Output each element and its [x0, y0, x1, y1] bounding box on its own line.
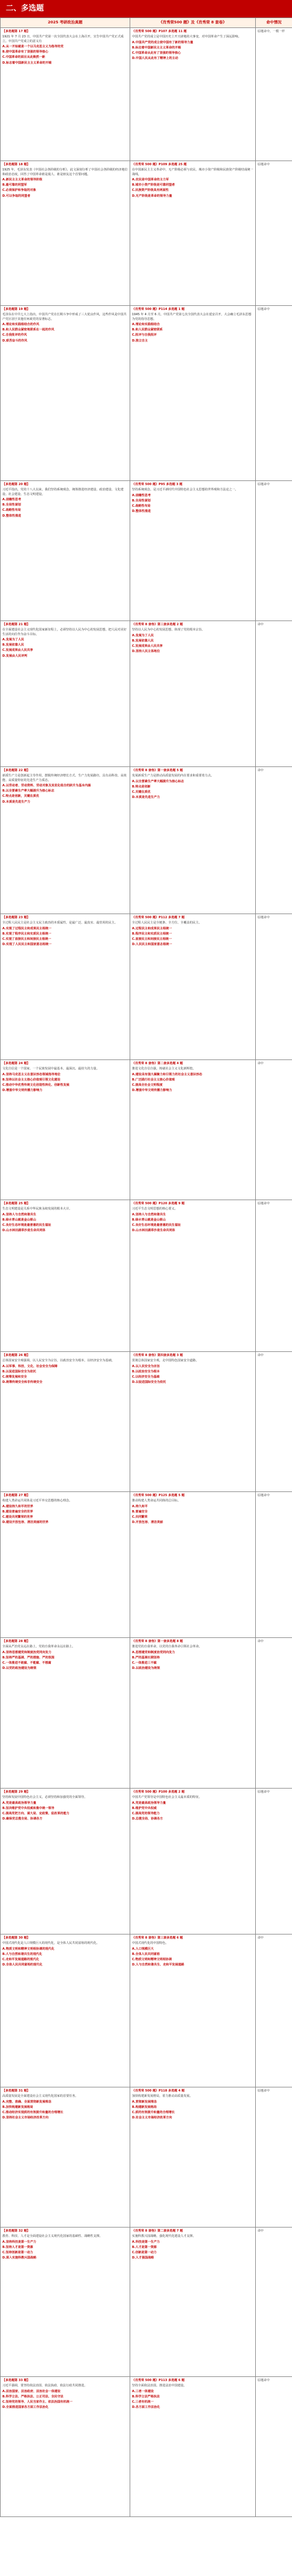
question-label: 【多选题第 18 题】 [2, 163, 30, 166]
question-option: D.建设开放包容、清洁美丽的世界 [2, 1521, 48, 1525]
reference-label: 《肖秀荣 500 题》P95 多选题 3 题 [132, 483, 183, 486]
question-label: 【多选题第 26 题】 [2, 1354, 30, 1357]
question-option: A.法治国家、法治政府、法治社会一体建设 [2, 2389, 61, 2393]
reference-label: 《肖秀荣 8 套卷》第三套多选题 6 题 [132, 1936, 183, 1940]
question-option: D.全面推进国家各方面工作法治化 [2, 2406, 48, 2410]
table-row [1, 2228, 292, 2377]
table-row [1, 28, 292, 161]
exam-question-cell [1, 2087, 130, 2228]
question-option: C.坚持创新是第一动力 [2, 2251, 33, 2255]
question-option: B.实现了程序民主和实质民主相统一 [2, 932, 51, 936]
reference-cell [130, 914, 256, 1060]
question-option: D.标志着中国新民主主义革命的开端 [2, 61, 52, 65]
reference-option: C.直接民主和间接民主相统一 [132, 937, 172, 942]
reference-option: B.程序民主和实质民主相统一 [132, 932, 172, 936]
reference-option: C.战略性布局 [132, 504, 151, 508]
reference-cell [130, 2377, 256, 2517]
reference-option: C.共同繁荣 [132, 1515, 148, 1519]
reference-text: 推进文化自信自强，铸就社会主义文化新辉煌。 [132, 1067, 196, 1071]
exam-question-cell [1, 621, 130, 767]
reference-label: 《肖秀荣 500 题》P109 多选题 25 题 [132, 163, 187, 166]
reference-option: A.思想建党和制度治党同向发力 [132, 1650, 175, 1654]
question-option: B.和人民群众紧密地联系在一起的作风 [2, 328, 54, 332]
question-option: C.发展成果由人民共享 [2, 649, 33, 653]
question-option: D.实现了人民民主和国家意志相统一 [2, 943, 52, 947]
reference-label: 《肖秀荣 500 题》P125 多选题 5 题 [132, 1494, 185, 1497]
reference-label: 《肖秀荣 500 题》P107 多选题 11 题 [132, 30, 187, 33]
reference-cell [130, 1934, 256, 2087]
hit-status-cell: 原题命中 [256, 161, 292, 306]
reference-option: C.提高党的领导能力 [132, 1812, 160, 1816]
reference-text: 贯彻总体国家安全观，走中国特色国家安全道路。 [132, 1359, 199, 1363]
table-row [1, 767, 292, 914]
question-option: A.建设持久和平的世界 [2, 1504, 33, 1508]
question-option: D.整体性推进 [2, 514, 22, 518]
reference-option: A.贯彻新发展理念 [132, 2100, 157, 2104]
reference-option: C.以经济安全为基础 [132, 1375, 160, 1379]
question-text: 习近平强调，要坚持依法治国、依法执政、依法行政共同推进。 [2, 2384, 88, 2388]
question-option: C.走和平发展道路的现代化 [2, 1958, 39, 1962]
question-label: 【多选题第 27 题】 [2, 1494, 30, 1497]
reference-option: A.人口规模巨大 [132, 1947, 154, 1951]
exam-question-cell [1, 1638, 130, 1789]
table-row [1, 481, 292, 621]
reference-option: A.农民是中国革命的主力军 [132, 177, 169, 182]
question-option: B.全局性谋划 [2, 503, 21, 507]
exam-question-cell [1, 1352, 130, 1492]
exam-question-cell [1, 481, 130, 621]
question-option: A.前瞻性思考 [2, 497, 22, 501]
hit-status-cell: 命中 [256, 1060, 292, 1200]
question-text: 全面从严治党永远在路上，党的自我革命永远在路上。 [2, 1645, 75, 1649]
exam-question-cell [1, 1789, 130, 1934]
exam-question-cell [1, 1060, 130, 1200]
question-option: D.可以争取的同盟者 [2, 194, 30, 198]
reference-option: D.人民民主和国家意志相统一 [132, 943, 172, 947]
question-option: D.本质是先进生产力 [2, 800, 30, 804]
question-option: C.推动中华优秀传统文化创造性转化、创新性发展 [2, 1083, 69, 1087]
question-text: 毛泽东在中共七大上指出，中国共产党在长期斗争中形成了三大优良作风，这些作风是中国共产党区别于其他任何政党的显著标志。 [2, 313, 127, 321]
reference-option: B.以政治安全为根本 [132, 1369, 160, 1374]
exam-question-cell [1, 1934, 130, 2087]
question-option: A.坚持马克思主义在意识形态领域指导地位 [2, 1072, 61, 1076]
reference-option: B.严的基调长期坚持 [132, 1655, 160, 1660]
section-title: 二、多选题 [0, 0, 292, 18]
reference-text: 发展新质生产力是推动高质量发展的内在要求和重要着力点。 [132, 774, 214, 778]
reference-option: D.人与自然和谐共生、走和平发展道路 [132, 1963, 185, 1967]
reference-text: 推动构建人类命运共同体的总目标。 [132, 1499, 181, 1503]
question-option: C.必须保护和争取的对象 [2, 189, 36, 193]
exam-question-cell [1, 161, 130, 306]
reference-cell [130, 621, 256, 767]
hit-status-cell: 原题命中，一模一样 [256, 28, 292, 161]
question-label: 【多选题第 23 题】 [2, 916, 30, 919]
question-option: A.坚持思想建党和制度治党同向发力 [2, 1650, 51, 1654]
question-label: 【多选题第 17 题】 [2, 30, 30, 33]
reference-option: B.全局性谋划 [132, 499, 151, 503]
hit-status-cell: 原题命中 [256, 914, 292, 1060]
question-label: 【多选题第 22 题】 [2, 769, 30, 772]
reference-cell [130, 1200, 256, 1352]
hit-status-cell: 原题命中 [256, 1789, 292, 1934]
reference-cell [130, 1060, 256, 1200]
reference-option: D.整体性推进 [132, 510, 151, 514]
question-option: D.坚持社会主义市场经济改革方向 [2, 2116, 48, 2120]
reference-label: 《肖秀荣 500 题》P112 多选题 7 题 [132, 916, 185, 919]
hit-status-cell: 命中 [256, 2228, 292, 2377]
reference-option: B.维护党中央权威 [132, 1806, 157, 1810]
reference-option: B.科学立法严格执法 [132, 2394, 160, 2399]
reference-option: B.构建新发展格局 [132, 2105, 157, 2109]
exam-question-cell [1, 1200, 130, 1352]
reference-option: A.发展为了人民 [132, 633, 154, 637]
hit-status-cell: 命中 [256, 1638, 292, 1789]
question-option: D.确保党总揽全局、协调各方 [2, 1817, 43, 1821]
table-row [1, 1060, 292, 1200]
question-label: 【多选题第 25 题】 [2, 1202, 30, 1205]
reference-text: 在中国新民主主义革命中，无产阶级必须与农民、城市小资产阶级和民族资产阶级结成统一战线。 [132, 168, 253, 176]
reference-option: A.科技是第一生产力 [132, 2240, 160, 2244]
question-option: B.坚决维护党中央权威和集中统一领导 [2, 1806, 54, 1810]
reference-label: 《肖秀荣 8 套卷》第一套多选题 8 题 [132, 1640, 183, 1643]
question-option: B.以全要素生产率大幅提升为核心标志 [2, 789, 54, 793]
question-option: A.党是最高政治领导力量 [2, 1801, 36, 1805]
reference-option: D.以政治建设为统领 [132, 1667, 160, 1671]
exam-question-cell [1, 1492, 130, 1638]
question-option: A.坚持人与自然和谐共生 [2, 1212, 36, 1216]
table-row [1, 1789, 292, 1934]
reference-label: 《肖秀荣 500 题》P113 多选题 6 题 [132, 2379, 185, 2382]
question-option: B.绿水青山就是金山银山 [2, 1218, 36, 1222]
table-row [1, 1200, 292, 1352]
reference-option: B.城市小资产阶级是可靠同盟者 [132, 183, 175, 187]
exam-question-cell [1, 2228, 130, 2377]
reference-cell [130, 28, 256, 161]
reference-option: D.中国人民从此有了精神上的主动 [132, 57, 178, 61]
reference-option: D.无产阶级是革命的领导力量 [132, 194, 172, 198]
reference-option: D.增强中华文明传播力影响力 [132, 1089, 172, 1093]
question-text: 构建人类命运共同体是习近平外交思想的核心理念。 [2, 1499, 72, 1503]
question-option: D.山水林田湖草沙是生命共同体 [2, 1229, 46, 1233]
table-row [1, 2087, 292, 2228]
question-option: A.完整、准确、全面贯彻新发展理念 [2, 2100, 51, 2104]
question-label: 【多选题第 29 题】 [2, 1790, 30, 1794]
table-row [1, 621, 292, 767]
reference-text: 推进党的自我革命，以党的自我革命引领社会革命。 [132, 1645, 202, 1649]
question-option: A.理论和实践相结合的作风 [2, 322, 40, 326]
hit-status-cell: 原题命中 [256, 1200, 292, 1352]
reference-text: 1945 年 4 月至 6 月，中国共产党第七次全国代表大会在延安召开，大会确立毛泽东思想为党的指导思想。 [132, 313, 252, 321]
reference-option: D.以促进国际安全为依托 [132, 1381, 166, 1385]
question-option: C.推动经济实现质的有效提升和量的合理增长 [2, 2111, 64, 2115]
reference-option: A.以人民安全为宗旨 [132, 1364, 160, 1368]
header-exam: 2025 考研政治真题 [1, 18, 130, 28]
question-option: B.使中国革命有了坚强的领导核心 [2, 50, 48, 54]
table-row [1, 1934, 292, 2087]
reference-text: 实施科教兴国战略，强化现代化建设人才支撑。 [132, 2235, 196, 2239]
reference-option: C.关键在质优 [132, 790, 151, 794]
reference-option: C.创新是第一动力 [132, 2251, 157, 2255]
table-row [1, 1638, 292, 1789]
question-option: C.自我批评的作风 [2, 333, 27, 337]
reference-option: D.坚持人民主体地位 [132, 650, 160, 654]
reference-label: 《肖秀荣 500 题》P114 多选题 1 题 [132, 308, 185, 311]
reference-option: D.独立自主 [132, 339, 148, 343]
question-label: 【多选题第 19 题】 [2, 308, 30, 311]
question-option: A.以劳动者、劳动资料、劳动对象及其优化组合的跃升为基本内涵 [2, 783, 91, 787]
reference-label: 《肖秀荣 500 题》P120 多选题 9 题 [132, 1202, 185, 1205]
question-option: D.深入实施科教兴国战略 [2, 2256, 37, 2260]
hit-status-cell: 原题命中 [256, 306, 292, 481]
reference-option: A.坚持人与自然和谐共生 [132, 1212, 166, 1216]
question-option: A.实现了过程民主和成果民主相统一 [2, 926, 51, 930]
reference-option: B.广泛践行社会主义核心价值观 [132, 1078, 175, 1082]
reference-cell [130, 2228, 256, 2377]
hit-status-cell: 原题命中 [256, 2377, 292, 2517]
hit-status-cell: 原题命中 [256, 1492, 292, 1638]
reference-option: C.三者有机统一 [132, 2400, 154, 2404]
question-option: C.实现了直接民主和间接民主相统一 [2, 937, 51, 942]
reference-cell [130, 481, 256, 621]
header-hit: 命中情况 [256, 18, 292, 28]
reference-label: 《肖秀荣 8 套卷》第三套多选题 2 题 [132, 623, 183, 626]
question-option: C.战略性布局 [2, 508, 21, 513]
question-label: 【多选题第 32 题】 [2, 2229, 30, 2233]
exam-question-cell [1, 767, 130, 914]
reference-option: D.社会主义市场经济改革方向 [132, 2116, 172, 2120]
reference-option: B.和人民群众紧密联系 [132, 328, 163, 332]
reference-option: C.一体推进三不腐 [132, 1661, 157, 1665]
question-label: 【多选题第 20 题】 [2, 483, 30, 486]
reference-option: B.标志着中国新民主主义革命的开端 [132, 46, 181, 50]
question-option: A.新民主主义革命的领导阶级 [2, 177, 43, 182]
reference-cell [130, 1492, 256, 1638]
exam-question-cell [1, 2377, 130, 2517]
reference-option: A.前瞻性思考 [132, 493, 151, 497]
reference-option: C.民族资产阶级具有两面性 [132, 189, 169, 193]
question-label: 【多选题第 21 题】 [2, 623, 30, 626]
reference-option: C.良好生态环境是最普惠的民生福祉 [132, 1223, 181, 1228]
reference-option: D.山水林田湖草沙是生命共同体 [132, 1229, 175, 1233]
question-option: D.发展由人民评判 [2, 654, 27, 658]
reference-option: B.发展依靠人民 [132, 639, 154, 643]
question-text: 1921 年 7 月 23 日，中国共产党第一次全国代表大会在上海召开，宣告中国共产党正式成立。中国共产党成立的意义有 [2, 35, 124, 43]
question-option: A.发展为了人民 [2, 637, 25, 642]
question-text: 高质量发展是全面建设社会主义现代化国家的首要任务。 [2, 2094, 78, 2099]
reference-option: C.中国革命从此有了坚强的领导核心 [132, 51, 181, 55]
question-label: 【多选题第 24 题】 [2, 1062, 30, 1065]
reference-option: D.本质是先进生产力 [132, 796, 160, 800]
reference-option: A.持久和平 [132, 1504, 148, 1508]
question-option: C.一体推进不敢腐、不能腐、不想腐 [2, 1661, 51, 1665]
reference-text: 习近平生态文明思想的核心要义。 [132, 1207, 178, 1211]
reference-text: 中国共产党领导是中国特色社会主义最本质的特征。 [132, 1796, 202, 1800]
reference-text: 加快构建新发展格局，着力推动高质量发展。 [132, 2094, 193, 2099]
reference-label: 《肖秀荣 8 套卷》第二套多选题 4 题 [132, 1062, 183, 1065]
reference-option: B.特点是创新 [132, 785, 151, 789]
reference-option: A.中国共产党的成立使中国有了新的领导力量 [132, 40, 193, 44]
table-header-row [1, 18, 292, 28]
question-text: 生态文明建设是关系中华民族永续发展的根本大计。 [2, 1207, 72, 1211]
question-option: D.艰苦奋斗的作风 [2, 339, 27, 343]
question-option: C.中国革命的面目从此焕然一新 [2, 55, 46, 60]
header-reference: 《肖秀荣500 题》及《肖秀荣 8 套卷》 [130, 18, 256, 28]
question-option: B.科学立法、严格执法、公正司法、全民守法 [2, 2394, 64, 2399]
question-option: C.特点是创新，关键在质优 [2, 794, 39, 799]
reference-option: A.理论和实践相结合 [132, 322, 160, 326]
question-option: C.提高党把方向、谋大局、定政策、促改革的能力 [2, 1812, 69, 1816]
reference-text: 中国式现代化的中国特色。 [132, 1941, 169, 1946]
question-option: B.建设普遍安全的世界 [2, 1510, 33, 1514]
reference-text: 坚持以人民为中心的发展思想，体现了党的根本宗旨。 [132, 628, 205, 632]
question-label: 【多选题第 30 题】 [2, 1936, 30, 1940]
question-text: 习近平指出，党的十八大以来，我们坚持系统观念，统筹推进经济建设、政治建设、文化建设、社会建设、生态文明建设。 [2, 488, 124, 496]
table-row [1, 914, 292, 1060]
question-option: B.坚持严的基调、严的措施、严的氛围 [2, 1655, 54, 1660]
exam-question-cell [1, 28, 130, 161]
question-option: A.从一开始就是一个以马克思主义为指导的党 [2, 44, 64, 48]
question-label: 【多选题第 33 题】 [2, 2379, 30, 2382]
reference-label: 《肖秀荣 8 套卷》第四套多选题 3 题 [132, 1354, 183, 1357]
reference-option: C.质的有效提升和量的合理增长 [132, 2111, 175, 2115]
table-row [1, 2377, 292, 2517]
reference-option: B.绿水青山就是金山银山 [132, 1218, 166, 1222]
reference-label: 《肖秀荣 8 套卷》第二套多选题 7 题 [132, 2229, 183, 2233]
hit-status-cell: 命中 [256, 1934, 292, 2087]
question-option: A.物质文明和精神文明相协调的现代化 [2, 1947, 55, 1951]
reference-option: A.以全要素生产率大幅提升为核心标志 [132, 779, 185, 783]
table-row [1, 1352, 292, 1492]
table-body [1, 28, 292, 2517]
reference-label: 《肖秀荣 500 题》P118 多选题 4 题 [132, 2089, 185, 2093]
reference-cell [130, 1638, 256, 1789]
question-text: 教育、科技、人才是全面建设社会主义现代化国家的基础性、战略性支撑。 [2, 2235, 103, 2239]
hit-status-cell: 命中 [256, 1352, 292, 1492]
question-option: A.坚持科技是第一生产力 [2, 2240, 36, 2244]
question-option: B.人与自然和谐共生的现代化 [2, 1952, 43, 1956]
reference-option: D.各方面工作法治化 [132, 2406, 160, 2410]
reference-option: B.人才是第一资源 [132, 2245, 157, 2249]
reference-option: C.提高全社会文明程度 [132, 1083, 163, 1087]
question-option: B.加快构建新发展格局 [2, 2105, 33, 2109]
reference-option: B.全体人民共同富裕 [132, 1952, 160, 1956]
reference-option: D.开放包容、清洁美丽 [132, 1521, 163, 1525]
question-text: 在全面建设社会主义现代化国家新征程上，必须坚持以人民为中心的发展思想，把人民对美好生活的向往作为奋斗目标。 [2, 628, 127, 636]
question-text: 文化自信是一个国家、一个民族发展中最基本、最深沉、最持久的力量。 [2, 1067, 100, 1071]
reference-option: C.物质文明和精神文明相协调 [132, 1958, 172, 1962]
hit-status-cell: 原题命中 [256, 2087, 292, 2228]
reference-cell [130, 2087, 256, 2228]
question-option: B.最可靠的同盟军 [2, 183, 27, 187]
reference-option: C.发展成果由人民共享 [132, 644, 163, 649]
question-option: C.统筹发展和安全 [2, 1375, 27, 1379]
reference-option: A.党是最高政治领导力量 [132, 1801, 166, 1805]
question-option: A.以军事、科技、文化、社会安全为保障 [2, 1364, 58, 1368]
reference-text: 全过程人民民主是全链条、全方位、全覆盖的民主。 [132, 921, 202, 925]
question-text: 总体国家安全观强调，以人民安全为宗旨，以政治安全为根本，以经济安全为基础。 [2, 1359, 114, 1363]
question-text: 1925 年，毛泽东发表《中国社会各阶级的分析》，此文深刻分析了中国社会各阶级的经济地位和政治态度，回答了中国革命谁是敌人、谁是朋友这个首要问题。 [2, 168, 128, 176]
question-text: 中国式现代化是人口规模巨大的现代化，是全体人民共同富裕的现代化。 [2, 1941, 100, 1946]
reference-label: 《肖秀荣 500 题》P100 多选题 2 题 [132, 1790, 185, 1794]
question-option: B.发展依靠人民 [2, 643, 25, 647]
table-row [1, 161, 292, 306]
question-label: 【多选题第 31 题】 [2, 2089, 30, 2093]
table-row [1, 306, 292, 481]
question-option: D.增强中华文明传播力影响力 [2, 1089, 43, 1093]
reference-option: A.三者一体建设 [132, 2389, 154, 2393]
exam-question-cell [1, 914, 130, 1060]
comparison-table [0, 18, 292, 2517]
reference-cell [130, 161, 256, 306]
reference-label: 《肖秀荣 8 套卷》第一套多选题 5 题 [132, 769, 183, 772]
reference-text: 中国共产党的成立是中国历史上开天辟地的大事变，对中国革命产生了深远影响。 [132, 35, 241, 39]
reference-option: D.总揽全局、协调各方 [132, 1817, 163, 1821]
question-option: C.建设共同繁荣的世界 [2, 1515, 33, 1519]
reference-option: A.过程民主和成果民主相统一 [132, 926, 172, 930]
question-text: 全过程人民民主是社会主义民主政治的本质属性，是最广泛、最真实、最管用的民主。 [2, 921, 118, 925]
question-option: B.坚持以社会主义核心价值观引领文化建设 [2, 1078, 61, 1082]
hit-status-cell: 命中 [256, 767, 292, 914]
reference-cell [130, 767, 256, 914]
question-option: C.坚持党的领导、人民当家作主、依法治国有机统一 [2, 2400, 72, 2404]
question-option: B.以促进国际安全为依托 [2, 1369, 36, 1374]
hit-status-cell: 原题命中 [256, 481, 292, 621]
reference-option: D.人才强国战略 [132, 2256, 154, 2260]
question-text: 坚持和发展中国特色社会主义，必须坚持和加强党的全面领导。 [2, 1796, 88, 1800]
question-option: C.良好生态环境是最普惠的民生福祉 [2, 1223, 51, 1228]
question-option: D.统筹传统安全和非传统安全 [2, 1381, 43, 1385]
exam-question-cell [1, 306, 130, 481]
question-label: 【多选题第 28 题】 [2, 1640, 30, 1643]
question-text: 新质生产力是创新起主导作用，摆脱传统经济增长方式、生产力发展路径，具有高科技、高效能、高质量特征的先进生产力质态。 [2, 774, 127, 782]
reference-text: 坚持全面依法治国，推进法治中国建设。 [132, 2384, 187, 2388]
reference-option: A.建设具有强大凝聚力和引领力的社会主义意识形态 [132, 1072, 203, 1076]
reference-option: B.普遍安全 [132, 1510, 148, 1514]
reference-cell [130, 306, 256, 481]
question-option: D.以党的政治建设为统领 [2, 1667, 37, 1671]
reference-cell [130, 1352, 256, 1492]
question-option: B.坚持人才是第一资源 [2, 2245, 33, 2249]
table-row [1, 1492, 292, 1638]
reference-option: C.批评与自我批评 [132, 333, 157, 337]
hit-status-cell: 命中 [256, 621, 292, 767]
reference-text: 坚持系统观念，是习近平新时代中国特色社会主义思想的世界观和方法论之一。 [132, 488, 238, 492]
question-option: D.全体人民共同富裕的现代化 [2, 1963, 43, 1967]
reference-cell [130, 1789, 256, 1934]
